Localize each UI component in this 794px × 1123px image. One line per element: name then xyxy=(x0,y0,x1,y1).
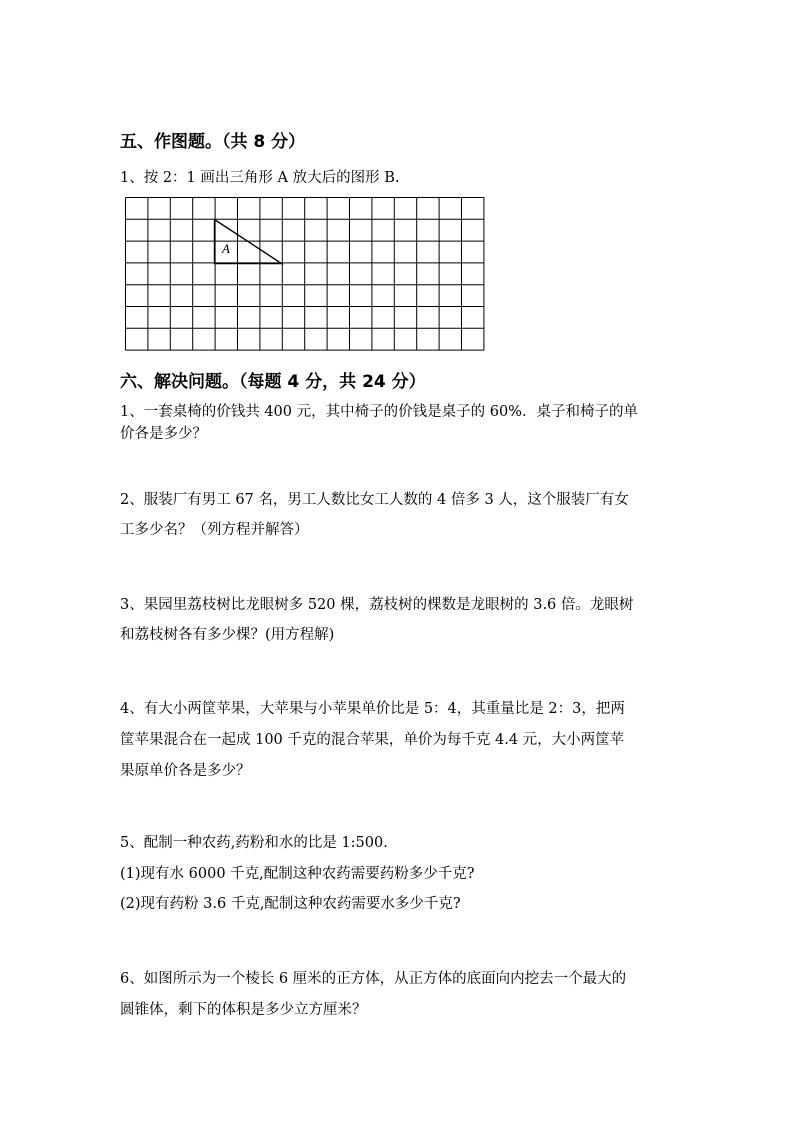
drawing-grid xyxy=(125,197,487,351)
question-6-4-line3: 果原单价各是多少？ xyxy=(120,763,251,779)
question-6-4-line1: 4、有大小两筐苹果，大苹果与小苹果单价比是 5：4，其重量比是 2：3，把两 xyxy=(120,701,625,717)
grid-svg xyxy=(125,197,487,351)
question-6-3-line1: 3、果园里荔枝树比龙眼树多 520 棵，荔枝树的棵数是龙眼树的 3.6 倍。龙眼树 xyxy=(120,597,634,613)
question-6-5-sub2: (2)现有药粉 3.6 千克,配制这种农药需要水多少千克? xyxy=(120,896,461,912)
question-6-1-line2: 价各是多少？ xyxy=(120,426,207,442)
grid-lines xyxy=(126,198,484,351)
question-6-6-line2: 圆锥体，剩下的体积是多少立方厘米？ xyxy=(120,1002,367,1018)
question-6-2-line2: 工多少名？（列方程并解答） xyxy=(120,522,309,538)
question-6-3-line2: 和荔枝树各有多少棵？(用方程解) xyxy=(120,627,335,643)
question-6-2-line1: 2、服装厂有男工 67 名，男工人数比女工人数的 4 倍多 3 人，这个服装厂有女 xyxy=(120,492,629,508)
question-6-6-line1: 6、如图所示为一个棱长 6 厘米的正方体，从正方体的底面向内挖去一个最大的 xyxy=(120,971,627,987)
triangle-a-label: A xyxy=(222,241,230,256)
section-6-heading: 六、解决问题。（每题 4 分，共 24 分） xyxy=(120,372,426,392)
question-6-1-line1: 1、一套桌椅的价钱共 400 元，其中椅子的价钱是桌子的 60%．桌子和椅子的单 xyxy=(120,404,638,420)
question-5-1: 1、按 2：1 画出三角形 A 放大后的图形 B. xyxy=(120,170,400,186)
section-5-heading: 五、作图题。（共 8 分） xyxy=(120,132,306,152)
question-6-5-line1: 5、配制一种农药,药粉和水的比是 1:500. xyxy=(120,835,388,851)
question-6-5-sub1: (1)现有水 6000 千克,配制这种农药需要药粉多少千克? xyxy=(120,866,475,882)
question-6-4-line2: 筐苹果混合在一起成 100 千克的混合苹果，单价为每千克 4.4 元，大小两筐苹 xyxy=(120,732,625,748)
